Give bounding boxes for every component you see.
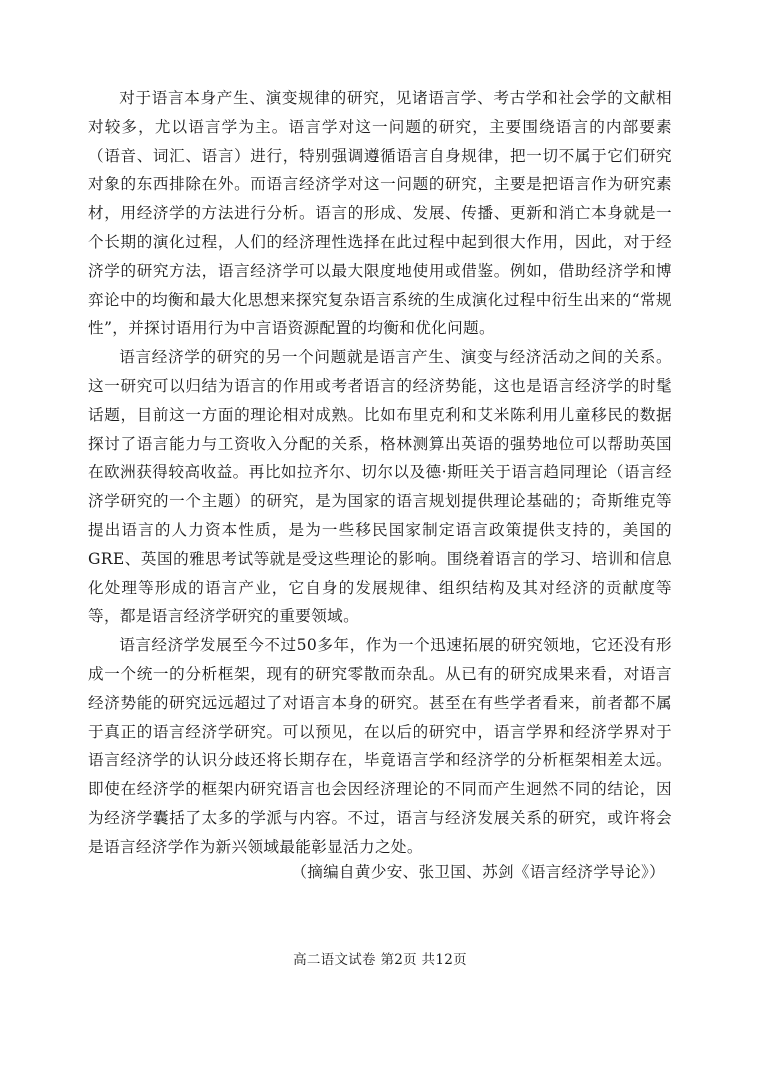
page-footer: 高二语文试卷 第2页 共12页 bbox=[293, 952, 467, 968]
article-body bbox=[88, 84, 672, 862]
paragraph-2: 语言经济学的研究的另一个问题就是语言产生、演变与经济活动之间的关系。这一研究可以归结为语言的作用或考者语言的经济势能，这也是语言经济学的时髦话题，目前这一方面的理论相对成熟。比如布里克利和艾米陈利用儿童移民的数据探讨了语言能力与工资收入分配的关系，格林测算出英语的强势地位可以帮助英国在欧洲获得较高收益。再比如拉齐尔、切尔以及德·斯旺关于语言趋同理论（语言经济学研究的一个主题）的研究，是为国家的语言规划提供理论基础的；奇斯维克等提出语言的人力资本性质，是为一些移民国家制定语言政策提供支持的，美国的GRE、英国的雅思考试等就是受这些理论的影响。围绕着语言的学习、培训和信息化处理等形成的语言产业，它自身的发展规律、组织结构及其对经济的贡献度等等，都是语言经济学研究的重要领域。 bbox=[88, 348, 672, 626]
source-citation: （摘编自黄少安、张卫国、苏剑《语言经济学导论》） bbox=[291, 863, 665, 881]
paragraph-3: 语言经济学发展至今不过50多年，作为一个迅速拓展的研究领地，它还没有形成一个统一的分析框架，现有的研究零散而杂乱。从已有的研究成果来看，对语言经济势能的研究远远超过了对语言本身的研究。甚至在有些学者看来，前者都不属于真正的语言经济学研究。可以预见，在以后的研究中，语言学界和经济学界对于语言经济学的认识分歧还将长期存在，毕竟语言学和经济学的分析框架相差太远。即使在经济学的框架内研究语言也会因经济理论的不同而产生迥然不同的结论，因为经济学囊括了太多的学派与内容。不过，语言与经济发展关系的研究，或许将会是语言经济学作为新兴领域最能彰显活力之处。 bbox=[88, 636, 672, 856]
paragraph-1: 对于语言本身产生、演变规律的研究，见诸语言学、考古学和社会学的文献相对较多，尤以语言学为主。语言学对这一问题的研究，主要围绕语言的内部要素（语音、词汇、语言）进行，特别强调遵循语言自身规律，把一切不属于它们研究对象的东西排除在外。而语言经济学对这一问题的研究，主要是把语言作为研究素材，用经济学的方法进行分析。语言的形成、发展、传播、更新和消亡本身就是一个长期的演化过程，人们的经济理性选择在此过程中起到很大作用，因此，对于经济学的研究方法，语言经济学可以最大限度地使用或借鉴。例如，借助经济学和博弈论中的均衡和最大化思想来探究复杂语言系统的生成演化过程中衍生出来的“常规性”，并探讨语用行为中言语资源配置的均衡和优化问题。 bbox=[88, 89, 672, 338]
